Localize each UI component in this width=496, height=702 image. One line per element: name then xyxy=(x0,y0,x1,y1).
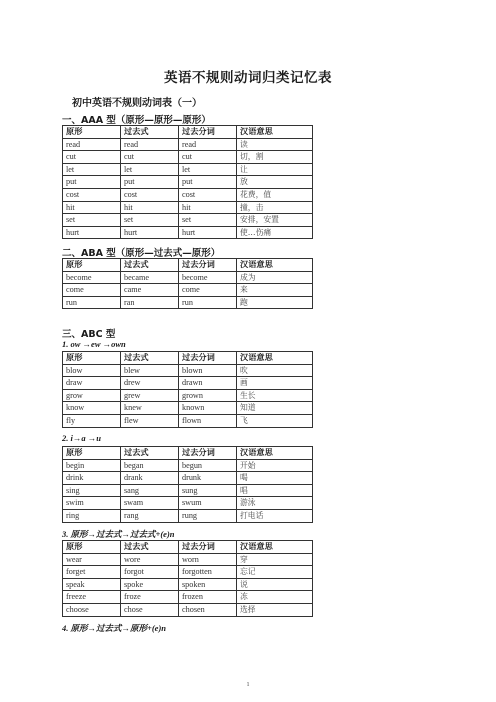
past-tense-cell: sang xyxy=(121,484,179,497)
past-tense-cell: cut xyxy=(121,151,179,164)
meaning-cell: 切，割 xyxy=(237,151,313,164)
verb-table-aaa xyxy=(62,125,313,239)
meaning-cell: 选择 xyxy=(237,603,313,616)
base-form-cell: draw xyxy=(63,377,121,390)
past-participle-cell: frozen xyxy=(179,591,237,604)
base-form-cell: freeze xyxy=(63,591,121,604)
past-tense-cell: read xyxy=(121,138,179,151)
base-form-cell: grow xyxy=(63,389,121,402)
header-past-participle: 过去分词 xyxy=(179,259,237,272)
past-participle-cell: forgotten xyxy=(179,566,237,579)
past-tense-cell: flew xyxy=(121,414,179,427)
base-form-cell: speak xyxy=(63,578,121,591)
base-form-cell: sing xyxy=(63,484,121,497)
past-participle-cell: put xyxy=(179,176,237,189)
past-participle-cell: spoken xyxy=(179,578,237,591)
past-participle-cell: rung xyxy=(179,509,237,522)
meaning-cell: 飞 xyxy=(237,414,313,427)
table-row xyxy=(63,459,313,472)
header-chinese-meaning: 汉语意思 xyxy=(237,259,313,272)
past-tense-cell: knew xyxy=(121,402,179,415)
page-number: 1 xyxy=(246,682,250,688)
meaning-cell: 安排，安置 xyxy=(237,214,313,227)
past-tense-cell: grew xyxy=(121,389,179,402)
past-tense-cell: wore xyxy=(121,553,179,566)
past-tense-cell: chose xyxy=(121,603,179,616)
table-row xyxy=(63,188,313,201)
past-participle-cell: cut xyxy=(179,151,237,164)
base-form-cell: fly xyxy=(63,414,121,427)
header-base-form: 原形 xyxy=(63,352,121,365)
base-form-cell: become xyxy=(63,271,121,284)
section-heading-aba: 二、ABA 型（原形—过去式—原形） xyxy=(62,248,221,259)
past-participle-cell: swum xyxy=(179,497,237,510)
meaning-cell: 跑 xyxy=(237,296,313,309)
past-tense-cell: forgot xyxy=(121,566,179,579)
section-heading-abc: 三、ABC 型 xyxy=(62,329,116,340)
table-row xyxy=(63,389,313,402)
group-label-ow-ew-own: 1. ow →ew →own xyxy=(62,339,126,349)
past-participle-cell: drawn xyxy=(179,377,237,390)
table-row xyxy=(63,472,313,485)
verb-table-past-en xyxy=(62,540,313,617)
header-chinese-meaning: 汉语意思 xyxy=(237,352,313,365)
past-participle-cell: set xyxy=(179,214,237,227)
past-tense-cell: swam xyxy=(121,497,179,510)
table-row xyxy=(63,284,313,297)
past-tense-cell: hurt xyxy=(121,226,179,239)
base-form-cell: know xyxy=(63,402,121,415)
table-row xyxy=(63,201,313,214)
meaning-cell: 开始 xyxy=(237,459,313,472)
past-tense-cell: cost xyxy=(121,188,179,201)
past-tense-cell: let xyxy=(121,163,179,176)
section-heading-aaa: 一、AAA 型（原形—原形—原形） xyxy=(62,115,211,126)
base-form-cell: ring xyxy=(63,509,121,522)
base-form-cell: forget xyxy=(63,566,121,579)
past-participle-cell: read xyxy=(179,138,237,151)
table-row xyxy=(63,591,313,604)
header-base-form: 原形 xyxy=(63,126,121,139)
past-participle-cell: sung xyxy=(179,484,237,497)
table-row xyxy=(63,364,313,377)
base-form-cell: drink xyxy=(63,472,121,485)
meaning-cell: 使…伤痛 xyxy=(237,226,313,239)
header-base-form: 原形 xyxy=(63,541,121,554)
header-past-tense: 过去式 xyxy=(121,259,179,272)
header-past-participle: 过去分词 xyxy=(179,126,237,139)
base-form-cell: choose xyxy=(63,603,121,616)
header-past-tense: 过去式 xyxy=(121,352,179,365)
meaning-cell: 放 xyxy=(237,176,313,189)
meaning-cell: 生长 xyxy=(237,389,313,402)
past-tense-cell: drew xyxy=(121,377,179,390)
meaning-cell: 喝 xyxy=(237,472,313,485)
base-form-cell: put xyxy=(63,176,121,189)
base-form-cell: hurt xyxy=(63,226,121,239)
past-participle-cell: run xyxy=(179,296,237,309)
meaning-cell: 来 xyxy=(237,284,313,297)
header-past-tense: 过去式 xyxy=(121,126,179,139)
table-header-row xyxy=(63,126,313,139)
meaning-cell: 游泳 xyxy=(237,497,313,510)
header-past-tense: 过去式 xyxy=(121,447,179,460)
group-label-i-a-u: 2. i→a →u xyxy=(62,433,101,443)
meaning-cell: 冻 xyxy=(237,591,313,604)
header-base-form: 原形 xyxy=(63,259,121,272)
past-tense-cell: hit xyxy=(121,201,179,214)
past-participle-cell: drunk xyxy=(179,472,237,485)
past-participle-cell: hit xyxy=(179,201,237,214)
table-row xyxy=(63,603,313,616)
base-form-cell: cut xyxy=(63,151,121,164)
meaning-cell: 让 xyxy=(237,163,313,176)
past-participle-cell: worn xyxy=(179,553,237,566)
past-tense-cell: blew xyxy=(121,364,179,377)
past-tense-cell: rang xyxy=(121,509,179,522)
past-tense-cell: froze xyxy=(121,591,179,604)
past-tense-cell: began xyxy=(121,459,179,472)
past-tense-cell: set xyxy=(121,214,179,227)
table-row xyxy=(63,484,313,497)
base-form-cell: wear xyxy=(63,553,121,566)
header-chinese-meaning: 汉语意思 xyxy=(237,447,313,460)
past-tense-cell: put xyxy=(121,176,179,189)
table-row xyxy=(63,151,313,164)
header-base-form: 原形 xyxy=(63,447,121,460)
meaning-cell: 穿 xyxy=(237,553,313,566)
header-past-tense: 过去式 xyxy=(121,541,179,554)
past-tense-cell: spoke xyxy=(121,578,179,591)
meaning-cell: 读 xyxy=(237,138,313,151)
table-header-row xyxy=(63,541,313,554)
base-form-cell: come xyxy=(63,284,121,297)
past-participle-cell: cost xyxy=(179,188,237,201)
verb-table-aba xyxy=(62,258,313,309)
table-row xyxy=(63,138,313,151)
past-tense-cell: became xyxy=(121,271,179,284)
meaning-cell: 打电话 xyxy=(237,509,313,522)
past-participle-cell: flown xyxy=(179,414,237,427)
table-header-row xyxy=(63,447,313,460)
meaning-cell: 唱 xyxy=(237,484,313,497)
header-chinese-meaning: 汉语意思 xyxy=(237,541,313,554)
table-row xyxy=(63,497,313,510)
meaning-cell: 忘记 xyxy=(237,566,313,579)
meaning-cell: 画 xyxy=(237,377,313,390)
past-tense-cell: ran xyxy=(121,296,179,309)
past-participle-cell: grown xyxy=(179,389,237,402)
past-participle-cell: known xyxy=(179,402,237,415)
past-tense-cell: came xyxy=(121,284,179,297)
group-label-base-en: 4. 原形→过去式→原形+(e)n xyxy=(62,623,167,633)
base-form-cell: hit xyxy=(63,201,121,214)
table-subtitle: 初中英语不规则动词表（一） xyxy=(72,98,202,109)
table-row xyxy=(63,296,313,309)
base-form-cell: begin xyxy=(63,459,121,472)
meaning-cell: 撞，击 xyxy=(237,201,313,214)
table-header-row xyxy=(63,352,313,365)
table-row xyxy=(63,553,313,566)
table-row xyxy=(63,163,313,176)
table-row xyxy=(63,271,313,284)
meaning-cell: 吹 xyxy=(237,364,313,377)
meaning-cell: 成为 xyxy=(237,271,313,284)
base-form-cell: blow xyxy=(63,364,121,377)
header-past-participle: 过去分词 xyxy=(179,541,237,554)
table-row xyxy=(63,578,313,591)
base-form-cell: set xyxy=(63,214,121,227)
base-form-cell: cost xyxy=(63,188,121,201)
past-participle-cell: chosen xyxy=(179,603,237,616)
past-tense-cell: drank xyxy=(121,472,179,485)
meaning-cell: 说 xyxy=(237,578,313,591)
verb-table-ow-ew-own xyxy=(62,351,313,428)
header-chinese-meaning: 汉语意思 xyxy=(237,126,313,139)
table-row xyxy=(63,566,313,579)
past-participle-cell: become xyxy=(179,271,237,284)
base-form-cell: let xyxy=(63,163,121,176)
past-participle-cell: blown xyxy=(179,364,237,377)
base-form-cell: read xyxy=(63,138,121,151)
header-past-participle: 过去分词 xyxy=(179,352,237,365)
past-participle-cell: begun xyxy=(179,459,237,472)
table-row xyxy=(63,226,313,239)
document-title: 英语不规则动词归类记忆表 xyxy=(164,70,332,86)
group-label-past-en: 3. 原形→过去式→过去式+(e)n xyxy=(62,529,175,539)
meaning-cell: 花费，值 xyxy=(237,188,313,201)
base-form-cell: run xyxy=(63,296,121,309)
table-row xyxy=(63,509,313,522)
table-row xyxy=(63,402,313,415)
table-header-row xyxy=(63,259,313,272)
table-row xyxy=(63,176,313,189)
past-participle-cell: come xyxy=(179,284,237,297)
header-past-participle: 过去分词 xyxy=(179,447,237,460)
past-participle-cell: hurt xyxy=(179,226,237,239)
past-participle-cell: let xyxy=(179,163,237,176)
table-row xyxy=(63,214,313,227)
base-form-cell: swim xyxy=(63,497,121,510)
verb-table-i-a-u xyxy=(62,446,313,523)
meaning-cell: 知道 xyxy=(237,402,313,415)
table-row xyxy=(63,414,313,427)
table-row xyxy=(63,377,313,390)
